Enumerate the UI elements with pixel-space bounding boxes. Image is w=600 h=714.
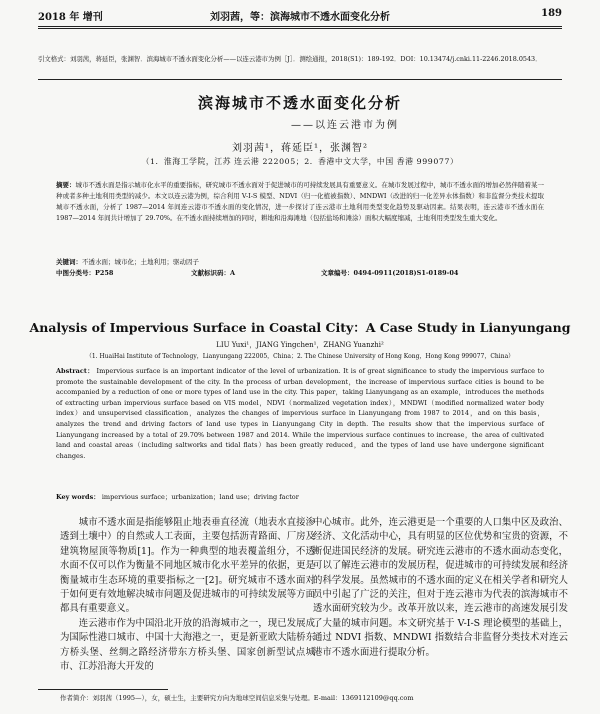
article-title-en: Analysis of Impervious Surface in Coastal City：A Case Study in Lianyungang xyxy=(29,320,571,335)
keywords-zh xyxy=(56,257,544,266)
abstract-en-label: Abstract： xyxy=(56,367,95,375)
keywords-zh-label: 关键词： xyxy=(56,258,82,266)
article-meta xyxy=(56,268,544,279)
article-subtitle-zh: ——以连云港市为例 xyxy=(291,120,399,131)
document-code: 文献标识码：A xyxy=(191,269,236,277)
keywords-zh-text: 不透水面；城市化；土地利用；驱动因子 xyxy=(82,258,199,266)
authors-zh: 刘羽茜¹，蒋延臣¹，张渊智² xyxy=(231,143,369,154)
footnote-rule xyxy=(38,689,168,690)
header-rule xyxy=(38,26,562,27)
running-header xyxy=(38,6,562,24)
author-footnote: 作者简介：刘羽茜（1995—），女，硕士生，主要研究方向为地球空间信息采集与处理。E-mail：1369112109@qq.com xyxy=(60,694,414,702)
affiliation-en: （1. HuaiHai Institute of Technology，Lianyungang 222005，China；2. The Chinese University of Hong Kong，Hong Kong 999077，China） xyxy=(85,353,515,360)
body-paragraph: 连云港市作为中国沿北开放的沿海城市之一，现已发展成为国际性港口城市、中国十大海港之一，更是新亚欧大陆桥东方桥头堡、丝绸之路经济带东方桥头堡、国家创新型试点城市、江苏沿海大开发的 xyxy=(60,617,315,673)
header-rule-thin xyxy=(38,28,562,29)
article-number: 文章编号：0494-0911(2018)S1-0189-04 xyxy=(321,269,459,277)
body-column-left xyxy=(60,516,315,674)
body-column-right xyxy=(313,516,568,660)
body-paragraph: 城市不透水面是指能够阻止地表垂直径流（地表水直接渗透到土壤中）的自然或人工表面，主要包括沥青路面、厂房及建筑物屋顶等物质[1]。作为一种典型的地表覆盖组分，不透水面不仅可以作为衡量不同地区城市化水平差异的依据，更是衡量城市生态环境的重要指标之一[2]。研究城市不透水面对于如何更有效地解决城市问题及促进城市的可持续发展等方面都具有重要意义。 xyxy=(60,517,315,615)
abstract-zh-text: 城市不透水面是指示城市化水平的重要指标，研究城市不透水面对于促进城市的可持续发展具有重要意义。在城市发展过程中，城市不透水面的增加必然伴随着某一种或者多种土地利用类型的减少。本文以连云港为例，综合利用 V-I-S 模型、NDVI（归一化植被指数）、MNDWI（改进的归一化差异水体指数）和非监督分类技术提取城市不透水面，分析了 1987—2014 年间连云港市不透水面的变化情况，进一步探讨了连云港市土地利用类型变化趋势及驱动因素。结果表明，连云港市不透水面在 1987—2014 年间共计增加了 29.70%。在不透水面持续增加的同时，耕地和沿海滩地（包括盐场和滩涂）面积大幅度缩减，土地利用类型发生重大变化。 xyxy=(56,181,545,222)
journal-year-issue: 2018 年 增刊 xyxy=(38,12,103,23)
article-title-zh: 滨海城市不透水面变化分析 xyxy=(197,94,402,112)
abstract-en-text: Impervious surface is an important indicator of the level of urbanization. It is of great significance to study the impervious surface to promote the sustainable development of the city. In the process of urban development，the increase of impervious surface cities is bound to be accompanied by a reduction of one or more types of land use in the city. This paper，taking Lianyungang as an example，introduces the methods of extracting urban impervious surface based on VIS model，NDVI（normalized vegetation index），MNDWI（modified normalized water body index）and unsupervised classification，analyzes the changes of impervious surface in Lianyungang from 1987 to 2014，and on this basis，analyzes the trend and driving factors of land use types in Lianyungang City in depth. The results show that the impervious surface of Lianyungang increased by a total of 29.70% between 1987 and 2014. While the impervious surface continues to increase，the area of cultivated land and coastal areas（including saltworks and tidal flats）has been greatly reduced，and the types of land use have undergone significant changes. xyxy=(56,367,544,460)
running-title: 刘羽茜，等：滨海城市不透水面变化分析 xyxy=(210,12,390,23)
affiliation-zh: （1．淮海工学院，江苏 连云港 222005；2．香港中文大学，中国 香港 999077） xyxy=(141,157,459,166)
page-number: 189 xyxy=(541,8,562,19)
keywords-en xyxy=(56,492,544,501)
abstract-en xyxy=(56,366,544,461)
citation-format: 引文格式：刘羽茜，蒋延臣，张渊智．滨海城市不透水面变化分析——以连云港市为例［J］．测绘通报，2018(S1)：189-192．DOI：10.13474/j.cnki.11-2246.2018.0543． xyxy=(38,55,542,63)
clc-number: 中图分类号：P258 xyxy=(56,269,114,277)
authors-en: LIU Yuxi¹，JIANG Yingchen¹，ZHANG Yuanzhi² xyxy=(216,341,384,349)
body-paragraph: 中心城市。此外，连云港更是一个重要的人口集中区及政治、经济、文化活动中心，具有明显的区位优势和宝贵的资源，不断促进国民经济的发展。研究连云港市的不透水面动态变化，可以了解连云港市的发展历程，促进城市的可持续发展和经济的科学发展。虽然城市的不透水面的定义在相关学者和研究人员中引起了广泛的关注，但对于连云港市为代表的滨海城市不透水面研究较为少。改革开放以来，连云港市的高速发展引发了大量的城市问题。本文研究基于 V-I-S 理论模型的基础上，通过 NDVI 指数、MNDWI 指数结合非监督分类技术对连云港市不透水面进行提取分析。 xyxy=(313,517,568,658)
abstract-zh xyxy=(56,180,544,224)
abstract-zh-label: 摘要： xyxy=(56,181,76,189)
citation-rule xyxy=(38,79,562,80)
keywords-en-label: Key words： xyxy=(56,493,100,501)
keywords-en-text: impervious surface；urbanization；land use；driving factor xyxy=(101,493,299,501)
